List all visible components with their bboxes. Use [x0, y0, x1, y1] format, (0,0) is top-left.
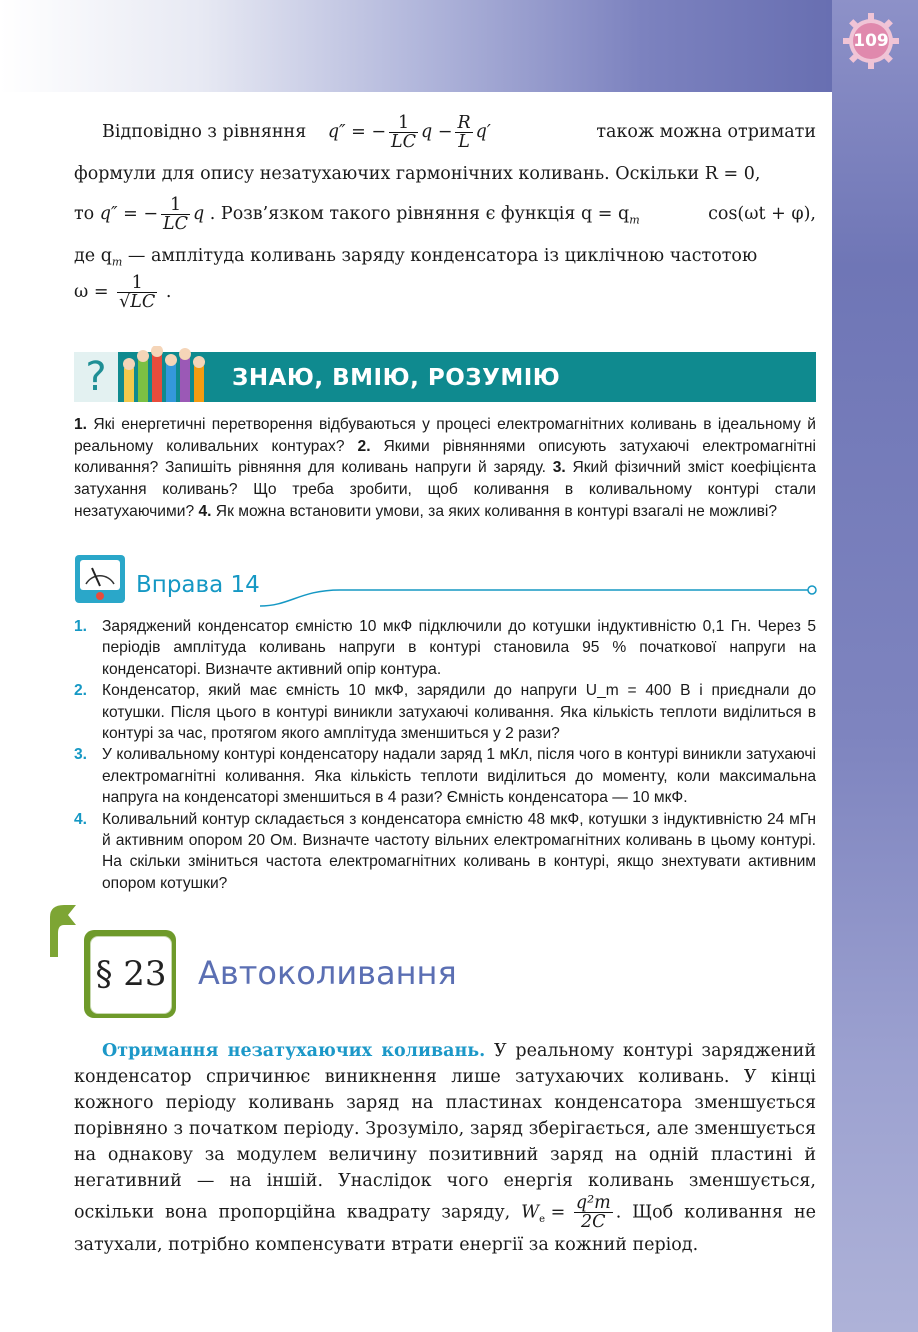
intro-line-2: формули для опису незатухаючих гармонічних коливань. Оскільки R = 0, [74, 164, 761, 184]
questions-text: 1. Які енергетичні перетворення відбуваються у процесі електромагнітних коливань в ідеальному й реальному коливальних контурах? 2. Якими рівняннями описують затухаючі електромагнітні коливання? Запишіть рівняння для коливань напруги й заряду. 3. Який фізичний зміст коефіцієнта затухання коливань? Що треба зробити, щоб коливання в коливальному контурі стали незатухаючими? 4. Як можна встановити умови, за яких коливання в контурі взагалі не можливі? [74, 416, 816, 520]
section-title: Автоколивання [198, 954, 457, 992]
page-number: 109 [853, 31, 889, 51]
exercise-divider [260, 578, 820, 608]
equation-damped: q″ = − $\frac{1}{LC}$ q − $\frac{R}{L}$ q′ [327, 112, 491, 152]
section-number: § 23 [90, 936, 172, 1014]
exercise-item: 1. Заряджений конденсатор ємністю 10 мкФ підключили до котушки індуктивністю 0,1 Гн. Через 5 періодів амплітуда коливань напруги в контурі становила 95 % початкової напруги на конденсаторі. Визначте активний опір контура. [74, 618, 816, 678]
equation-undamped: q″ = − $\frac{1}{LC}$ q [99, 194, 205, 234]
meter-icon [74, 554, 126, 604]
intro-line-4: де $q_m$ — амплітуда коливань заряду конденсатора із циклічною частотою [74, 246, 758, 269]
section-body: Отримання незатухаючих коливань. У реальному контурі заряджений конденсатор спричинює виникнення лише затухаючих коливань. У кінці кожного періоду коливань заряд на пластинах конденсатора зменшується порівняно з початком періоду. Зрозуміло, заряд зберігається, але зменшується на однакову за модулем величину позитивний заряд на одній пластині й негативний — на іншій. Унаслідок чого енергія коливань зменшується, оскільки вона пропорційна квадрату заряду, $W_e$ = $\frac{\text{q²m}}{2C}$ . Щоб коливання не затухали, потрібно компенсувати втрати енергії за кожний період. [74, 1041, 816, 1255]
exercise-item: 2. Конденсатор, який має ємність 10 мкФ, зарядили до напруги U_m = 400 В і приєднали до котушки. Після цього в контурі виникли затухаючі коливання. Яка кількість теплоти виділиться в контурі за час, протягом якого амплітуда зменшиться у 2 рази? [74, 682, 816, 743]
question-mark-icon: ? [74, 352, 118, 402]
section-lead: Отримання незатухаючих коливань. [102, 1041, 486, 1061]
exercise-item: 3. У коливальному контурі конденсатору надали заряд 1 мКл, після чого в контурі виникли затухаючі електромагнітні коливання. Яка кількість теплоти виділиться до моменту, коли максимальна напруга на конденсаторі зменшиться в 4 рази? Ємність конденсатора — 10 мкФ. [74, 746, 816, 807]
energy-equation: $W_e$ = $\frac{\text{q²m}}{2C}$ [521, 1193, 611, 1233]
side-band [832, 0, 918, 1332]
raised-hands-icon [120, 346, 220, 402]
header-band [0, 0, 918, 92]
exercise-item: 4. Коливальний контур складається з конденсатора ємністю 48 мкФ, котушки з індуктивністю 24 мГн й активним опором 20 Ом. Визначте частоту вільних електромагнітних коливань в цьому контурі. На скільки зміниться частота електромагнітних коливань в контурі, якщо знехтувати активним опором котушки? [74, 810, 816, 892]
intro-line-3: то q″ = − $\frac{1}{LC}$ q . Розв’язком такого рівняння є функція $q = q_m$ cos(ωt + φ), [74, 194, 816, 234]
ribbon-decoration [46, 903, 80, 957]
intro-line-1: Відповідно з рівняння q″ = − $\frac{1}{LC}$ q − $\frac{R}{L}$ q′ також можна отримати [102, 112, 816, 152]
questions-title: ЗНАЮ, ВМІЮ, РОЗУМІЮ [232, 365, 561, 391]
exercise-list [74, 616, 816, 894]
omega-equation: ω = $\frac{1}{√LC}$ . [74, 272, 172, 312]
exercise-title: Вправа 14 [136, 572, 260, 598]
